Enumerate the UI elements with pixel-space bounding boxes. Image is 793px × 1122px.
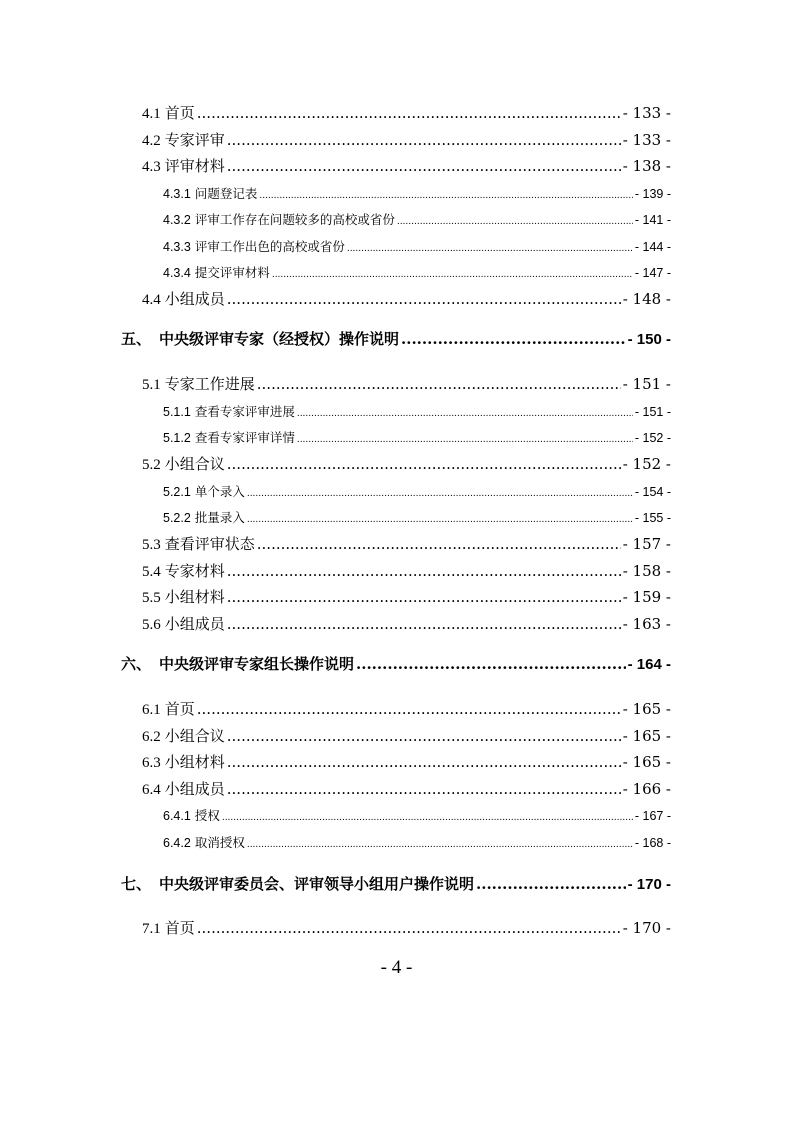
toc-entry-page: - 144 -: [634, 240, 671, 254]
toc-entry-number: 6.4.1: [163, 809, 191, 823]
toc-entry-page: - 152 -: [622, 455, 671, 473]
toc-leader-dots: [227, 131, 621, 149]
toc-entry-number: 6.4.2: [163, 836, 191, 850]
toc-entry-title: 首页: [164, 919, 195, 937]
toc-entry-number: 5.3: [142, 537, 161, 553]
toc-entry-number: 4.3.1: [163, 187, 191, 201]
toc-entry[interactable]: [142, 586, 671, 607]
toc-entry-page: - 158 -: [622, 562, 671, 580]
toc-entry-page: - 151 -: [622, 375, 671, 393]
toc-leader-dots: [247, 840, 633, 850]
toc-entry-number: 6.2: [142, 729, 161, 745]
toc-leader-dots: [247, 489, 633, 499]
toc-leader-dots: [197, 104, 621, 122]
toc-entry-title: 小组成员: [164, 290, 225, 308]
toc-entry-number: 5.5: [142, 590, 161, 606]
toc-entry-number: 4.4: [142, 292, 161, 308]
toc-entry-title: 小组材料: [164, 753, 225, 771]
toc-entry-number: 6.3: [142, 755, 161, 771]
toc-entry-title: 批量录入: [194, 510, 245, 525]
toc-entry-title: 评审工作存在问题较多的高校或省份: [194, 212, 395, 227]
toc-entry-title: 专家评审: [164, 131, 225, 149]
toc-leader-dots: [272, 270, 633, 280]
toc-entry-number: 4.3.2: [163, 213, 191, 227]
toc-entry-page: - 170 -: [622, 919, 671, 937]
toc-chapter-number: 五、: [121, 330, 152, 348]
toc-entry-page: - 159 -: [622, 588, 671, 606]
toc-entry-page: - 157 -: [622, 535, 671, 553]
toc-entry[interactable]: [142, 288, 671, 309]
toc-entry-page: - 165 -: [622, 700, 671, 718]
toc-entry-title: 评审材料: [164, 157, 225, 175]
toc-entry-page: - 163 -: [622, 615, 671, 633]
toc-entry-number: 5.2.2: [163, 511, 191, 525]
toc-entry[interactable]: [163, 508, 671, 526]
toc-leader-dots: [227, 455, 621, 473]
toc-entry-title: 提交评审材料: [194, 265, 270, 280]
toc-leader-dots: [227, 157, 621, 175]
toc-entry[interactable]: [142, 725, 671, 746]
toc-entry[interactable]: [142, 129, 671, 150]
toc-entry-number: 4.3.4: [163, 266, 191, 280]
toc-entry-title: 问题登记表: [194, 186, 258, 201]
toc-leader-dots: [347, 244, 633, 254]
toc-entry-title: 单个录入: [194, 484, 245, 499]
toc-entry-title: 评审工作出色的高校或省份: [194, 239, 345, 254]
toc-chapter-title: 中央级评审委员会、评审领导小组用户操作说明: [159, 875, 475, 893]
toc-entry[interactable]: [142, 155, 671, 176]
toc-leader-dots: [227, 290, 621, 308]
toc-entry[interactable]: [163, 833, 671, 851]
toc-entry-page: - 167 -: [634, 809, 671, 823]
toc-entry-page: - 168 -: [634, 836, 671, 850]
toc-entry[interactable]: [142, 613, 671, 634]
toc-entry-page: - 151 -: [634, 405, 671, 419]
toc-entry-number: 6.1: [142, 702, 161, 718]
toc-entry[interactable]: [163, 428, 671, 446]
toc-leader-dots: [227, 780, 621, 798]
toc-entry-number: 4.2: [142, 133, 161, 149]
toc-entry-number: 5.2.1: [163, 485, 191, 499]
toc-entry-title: 查看专家评审进展: [194, 404, 295, 419]
toc-entry-title: 专家工作进展: [164, 375, 255, 393]
toc-entry[interactable]: [142, 917, 671, 938]
toc-entry-number: 5.4: [142, 564, 161, 580]
toc-chapter-title: 中央级评审专家组长操作说明: [159, 655, 355, 673]
toc-leader-dots: [227, 588, 621, 606]
toc-leader-dots: [247, 515, 633, 525]
toc-chapter-entry[interactable]: [121, 328, 671, 349]
page-number: - 4 -: [380, 957, 413, 978]
toc-leader-dots: [476, 875, 626, 893]
toc-entry-title: 小组成员: [164, 780, 225, 798]
toc-entry-title: 小组成员: [164, 615, 225, 633]
toc-entry[interactable]: [163, 184, 671, 202]
toc-chapter-entry[interactable]: [121, 653, 671, 674]
toc-leader-dots: [356, 655, 626, 673]
toc-entry-page: - 150 -: [627, 331, 671, 348]
toc-entry-page: - 155 -: [634, 511, 671, 525]
toc-entry-page: - 138 -: [622, 157, 671, 175]
toc-entry-number: 5.2: [142, 457, 161, 473]
toc-entry[interactable]: [142, 751, 671, 772]
toc-leader-dots: [227, 727, 621, 745]
toc-entry[interactable]: [163, 482, 671, 500]
toc-leader-dots: [297, 409, 633, 419]
toc-entry-title: 首页: [164, 700, 195, 718]
toc-chapter-entry[interactable]: [121, 873, 671, 894]
toc-entry[interactable]: [142, 533, 671, 554]
toc-leader-dots: [257, 375, 621, 393]
toc-chapter-number: 七、: [121, 875, 152, 893]
toc-entry[interactable]: [142, 560, 671, 581]
toc-entry-title: 取消授权: [194, 835, 245, 850]
toc-entry-page: - 139 -: [634, 187, 671, 201]
toc-entry[interactable]: [142, 698, 671, 719]
toc-entry-page: - 148 -: [622, 290, 671, 308]
toc-entry-page: - 166 -: [622, 780, 671, 798]
toc-leader-dots: [227, 753, 621, 771]
toc-leader-dots: [197, 700, 621, 718]
toc-leader-dots: [259, 191, 633, 201]
toc-entry[interactable]: [142, 102, 671, 123]
toc-leader-dots: [257, 535, 621, 553]
toc-leader-dots: [397, 217, 633, 227]
toc-entry-number: 5.1.1: [163, 405, 191, 419]
toc-entry-number: 4.1: [142, 106, 161, 122]
toc-entry-page: - 164 -: [627, 656, 671, 673]
toc-entry-page: - 147 -: [634, 266, 671, 280]
toc-entry-title: 查看评审状态: [164, 535, 255, 553]
toc-entry[interactable]: [163, 402, 671, 420]
toc-entry[interactable]: [163, 263, 671, 281]
toc-entry[interactable]: [163, 806, 671, 824]
toc-leader-dots: [222, 813, 633, 823]
toc-entry-number: 7.1: [142, 921, 161, 937]
toc-entry-page: - 165 -: [622, 727, 671, 745]
toc-entry[interactable]: [163, 210, 671, 228]
toc-entry-number: 5.1.2: [163, 431, 191, 445]
toc-entry[interactable]: [142, 373, 671, 394]
toc-entry[interactable]: [142, 453, 671, 474]
toc-entry-title: 授权: [194, 808, 220, 823]
toc-entry-title: 小组材料: [164, 588, 225, 606]
toc-entry-page: - 133 -: [622, 131, 671, 149]
toc-entry-number: 4.3: [142, 159, 161, 175]
toc-entry-title: 小组合议: [164, 455, 225, 473]
toc-chapter-title: 中央级评审专家（经授权）操作说明: [159, 330, 400, 348]
toc-entry[interactable]: [163, 237, 671, 255]
toc-chapter-number: 六、: [121, 655, 152, 673]
toc-entry-title: 专家材料: [164, 562, 225, 580]
toc-entry-title: 查看专家评审详情: [194, 430, 295, 445]
toc-entry-page: - 170 -: [627, 876, 671, 893]
toc-entry-title: 小组合议: [164, 727, 225, 745]
toc-entry-page: - 165 -: [622, 753, 671, 771]
toc-leader-dots: [401, 330, 626, 348]
toc-leader-dots: [297, 435, 633, 445]
toc-entry-number: 4.3.3: [163, 240, 191, 254]
toc-leader-dots: [197, 919, 621, 937]
toc-entry[interactable]: [142, 778, 671, 799]
toc-entry-page: - 154 -: [634, 485, 671, 499]
toc-entry-number: 6.4: [142, 782, 161, 798]
toc-leader-dots: [227, 562, 621, 580]
toc-entry-number: 5.6: [142, 617, 161, 633]
toc-entry-number: 5.1: [142, 377, 161, 393]
toc-entry-title: 首页: [164, 104, 195, 122]
toc-entry-page: - 152 -: [634, 431, 671, 445]
toc-entry-page: - 141 -: [634, 213, 671, 227]
toc-leader-dots: [227, 615, 621, 633]
toc-entry-page: - 133 -: [622, 104, 671, 122]
